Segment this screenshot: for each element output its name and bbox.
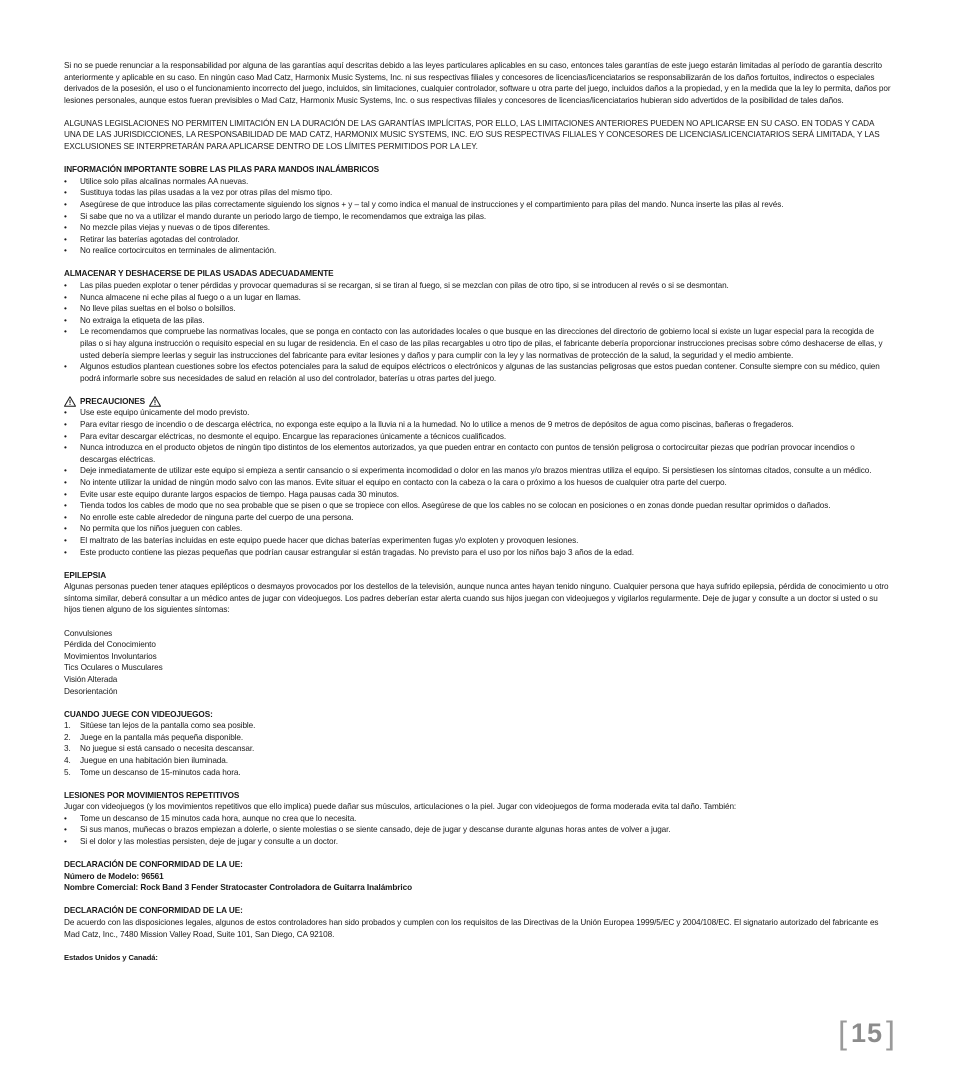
list-item-text: No extraiga la etiqueta de las pilas. (80, 315, 205, 325)
list-item (64, 465, 892, 477)
bullet-marker: • (64, 304, 67, 314)
list-item-text: No permita que los niños jueguen con cables. (80, 524, 243, 534)
eu-declaration-heading: DECLARACIÓN DE CONFORMIDAD DE LA UE: (64, 860, 243, 870)
list-item (64, 512, 892, 524)
list-item (64, 176, 892, 188)
list-item-text: Si sus manos, muñecas o brazos empiezan a dolerle, o siente molestias o se siente cansado, deje de jugar y descanse durante algunas horas antes de volver a jugar. (80, 825, 671, 835)
bullet-marker: • (64, 223, 67, 233)
list-item (64, 523, 892, 535)
bullet-marker: • (64, 315, 67, 325)
warning-triangle-icon (64, 396, 76, 407)
bullet-marker: • (64, 466, 67, 476)
list-item-text: Evite usar este equipo durante largos espacios de tiempo. Haga pausas cada 30 minutos. (80, 489, 400, 499)
bullet-marker: • (64, 431, 67, 441)
list-item-text: Asegúrese de que introduce las pilas correctamente siguiendo los signos + y – tal y como indica el manual de instrucciones y el compartimiento para pilas del mando. Nunca inserte las pilas al revés. (80, 199, 784, 209)
list-item-text: Tome un descanso de 15 minutos cada hora, aunque no crea que lo necesita. (80, 813, 357, 823)
numbered-item (64, 720, 892, 732)
eu-compliance-text: De acuerdo con las disposiciones legales, algunos de estos controladores han sido probados y cumplen con los requisitos de las Directivas de la Unión Europea 1999/5/EC y 2004/108/EC. El signatario autorizado del fabricante es Mad Catz, Inc., 7480 Mission Valley Road, Suite 101, San Diego, CA 92108. (64, 918, 879, 939)
battery-disposal-section (64, 268, 892, 384)
list-item-text: Nunca introduzca en el producto objetos de ningún tipo distintos de los elementos autorizados, ya que pueden entrar en contacto con puntos de tensión peligrosa o cortocircuitar piezas que podrían provocar incendios o descargas eléctricas. (80, 443, 855, 464)
list-item (64, 824, 892, 836)
bullet-marker: • (64, 825, 67, 835)
list-item-text: Algunos estudios plantean cuestiones sobre los efectos potenciales para la salud de equipos eléctricos o electrónicos y algunas de las sustancias peligrosas que estos puedan contener. Consulte siempre con su médico, quien podrá informarle sobre sus necesidades de salud en relación al uso del controlador, baterías u otras partes del juego. (80, 362, 880, 383)
list-item-text: Este producto contiene las piezas pequeñas que podrían causar estrangular si están tragadas. No previsto para el uso por los niños bajo 3 años de la edad. (80, 547, 634, 557)
list-item (64, 292, 892, 304)
list-item-text: Use este equipo únicamente del modo previsto. (80, 408, 250, 418)
symptom-item: Tics Oculares o Musculares (64, 663, 163, 673)
numbered-item (64, 755, 892, 767)
numbered-item (64, 732, 892, 744)
bullet-marker: • (64, 292, 67, 302)
page-number (838, 1015, 896, 1051)
list-item-text: Retirar las baterías agotadas del controlador. (80, 234, 240, 244)
page-bracket-left: [ (838, 1015, 848, 1051)
bullet-marker: • (64, 501, 67, 511)
list-item-text: Si sabe que no va a utilizar el mando durante un periodo largo de tiempo, le recomendamos que extraiga las pilas. (80, 211, 487, 221)
item-number: 3. (64, 744, 71, 754)
precautions-section (64, 396, 892, 558)
bullet-marker: • (64, 188, 67, 198)
numbered-item-text: Sitúese tan lejos de la pantalla como sea posible. (80, 721, 256, 731)
eu-declaration-compliance-section (64, 905, 892, 940)
list-item (64, 431, 892, 443)
numbered-item-text: Juegue en una habitación bien iluminada. (80, 755, 228, 765)
precautions-list (64, 407, 892, 558)
bullet-marker: • (64, 489, 67, 499)
eu-declaration-model-section (64, 859, 892, 894)
list-item (64, 199, 892, 211)
bullet-marker: • (64, 535, 67, 545)
list-item (64, 222, 892, 234)
epilepsy-text: Algunas personas pueden tener ataques epilépticos o desmayos provocados por los destellos de la televisión, aunque nunca antes hayan tenido ninguno. Cualquier persona que haya sufrido epilepsia, pérdida de conocimiento u otro síntoma similar, deberá consultar a un médico antes de jugar con videojuegos. Los padres deberían estar alerta cuando sus hijos juegan con videojuegos y vigilarlos regularmente. Deje de jugar y consulte a un doctor si usted o su hijos tienen alguno de los siguientes síntomas: (64, 582, 889, 615)
list-item-text: Deje inmediatamente de utilizar este equipo si empieza a sentir cansancio o si experimenta incomodidad o dolor en las manos y/o brazos mientras utiliza el equipo. Si persistiesen los síntomas citados, consulte a un médico. (80, 466, 872, 476)
bullet-marker: • (64, 837, 67, 847)
numbered-item (64, 743, 892, 755)
warranty-paragraph: Si no se puede renunciar a la responsabilidad por alguna de las garantías aquí descritas debido a las leyes particulares aplicables en su caso, entonces tales garantías de este juego estarán limitadas al período de garantía descrito anteriormente y aplicable en su caso. En ningún caso Mad Catz, Harmonix Music Systems, Inc. ni sus respectivas filiales y concesores de licencias/licenciatarios se responsabilizarán de los daños fortuitos, indirectos o especiales derivados de la posesión, el uso o el funcionamiento incorrecto del juego, incluidos, sin limitaciones, cualquier controlador, software u otra parte del juego, incluidos daños a la propiedad, y en la medida que la ley lo permita, daños por lesiones personales, aunque estos fueran previsibles o Mad Catz, Harmonix Music Systems, Inc. o sus respectivas filiales y concesores de licencias/licenciatarios hubieran sido advertidos de la posibilidad de tales daños. (64, 61, 891, 105)
symptom-item: Visión Alterada (64, 674, 118, 684)
list-item (64, 245, 892, 257)
symptom-item: Movimientos Involuntarios (64, 651, 157, 661)
list-item-text: El maltrato de las baterías incluidas en este equipo puede hacer que dichas baterías experimenten fugas y/o exploten y provoquen lesiones. (80, 535, 579, 545)
list-item (64, 500, 892, 512)
repetitive-injury-list (64, 813, 892, 848)
battery-info-heading: INFORMACIÓN IMPORTANTE SOBRE LAS PILAS PARA MANDOS INALÁMBRICOS (64, 165, 380, 175)
list-item-text: Le recomendamos que compruebe las normativas locales, que se ponga en contacto con las autoridades locales o que busque en las direcciones del directorio de gobierno local si existe un lugar especial para la recogida de pilas o si hay alguna instrucción o requisito especial en su lugar de residencia. En el caso de las pilas recargables u otro tipo de pilas, el fabricante debería proporcionar instrucciones precisas sobre cómo deshacerse de ellas, y usted debería siempre leerlas y seguir las instrucciones del fabricante para evitar lesiones y daños y para cumplir con la ley y las normativas de protección de la salud, la seguridad y el medio ambiente. (80, 327, 883, 360)
model-number: Número de Modelo: 96561 (64, 871, 164, 881)
list-item-text: Para evitar descargar eléctricas, no desmonte el equipo. Encargue las reparaciones únicamente a técnicos cualificados. (80, 431, 507, 441)
repetitive-injury-section (64, 790, 892, 848)
list-item-text: No realice cortocircuitos en terminales de alimentación. (80, 246, 277, 256)
bullet-marker: • (64, 478, 67, 487)
bullet-marker: • (64, 524, 67, 534)
when-playing-section (64, 709, 892, 779)
list-item-text: Las pilas pueden explotar o tener pérdidas y provocar quemaduras si se recargan, si se tiran al fuego, si se mezclan con pilas de otro tipo, si se introducen al revés o si se desmontan. (80, 281, 729, 290)
list-item (64, 326, 892, 361)
bullet-marker: • (64, 246, 67, 256)
bullet-marker: • (64, 199, 67, 209)
item-number: 4. (64, 755, 71, 765)
list-item (64, 836, 892, 848)
list-item (64, 419, 892, 431)
item-number: 2. (64, 732, 71, 742)
when-playing-list (64, 720, 892, 778)
list-item (64, 477, 892, 489)
bullet-marker: • (64, 420, 67, 430)
bullet-marker: • (64, 327, 67, 337)
bullet-marker: • (64, 408, 67, 418)
list-item (64, 407, 892, 419)
battery-info-list (64, 176, 892, 257)
list-item-text: No lleve pilas sueltas en el bolso o bolsillos. (80, 304, 236, 314)
list-item (64, 303, 892, 315)
symptom-item: Desorientación (64, 686, 118, 696)
list-item (64, 547, 892, 559)
list-item (64, 361, 892, 384)
list-item (64, 315, 892, 327)
item-number: 1. (64, 721, 71, 731)
list-item (64, 489, 892, 501)
epilepsy-heading: EPILEPSIA (64, 570, 107, 580)
region-heading: Estados Unidos y Canadá: (64, 952, 158, 962)
document-body (64, 60, 892, 963)
trade-name: Nombre Comercial: Rock Band 3 Fender Stratocaster Controladora de Guitarra Inalámbrico (64, 883, 413, 893)
repetitive-injury-heading: LESIONES POR MOVIMIENTOS REPETITIVOS (64, 790, 240, 800)
list-item (64, 234, 892, 246)
list-item-text: Utilice solo pilas alcalinas normales AA nuevas. (80, 176, 249, 186)
bullet-marker: • (64, 512, 67, 522)
list-item-text: No enrolle este cable alrededor de ninguna parte del cuerpo de una persona. (80, 512, 354, 522)
bullet-marker: • (64, 211, 67, 221)
item-number: 5. (64, 767, 71, 777)
epilepsy-section (64, 570, 892, 697)
page-bracket-right: ] (886, 1015, 896, 1051)
bullet-marker: • (64, 281, 67, 290)
battery-disposal-list (64, 280, 892, 384)
list-item (64, 280, 892, 292)
numbered-item (64, 767, 892, 779)
bullet-marker: • (64, 234, 67, 244)
list-item-text: Si el dolor y las molestias persisten, deje de jugar y consulte a un doctor. (80, 837, 338, 847)
bullet-marker: • (64, 547, 67, 557)
bullet-marker: • (64, 813, 67, 823)
list-item (64, 813, 892, 825)
list-item (64, 187, 892, 199)
precautions-heading: PRECAUCIONES (80, 396, 146, 406)
battery-disposal-heading: ALMACENAR Y DESHACERSE DE PILAS USADAS ADECUADAMENTE (64, 269, 334, 279)
legal-limitations-paragraph: ALGUNAS LEGISLACIONES NO PERMITEN LIMITACIÓN EN LA DURACIÓN DE LAS GARANTÍAS IMPLÍCITAS, POR ELLO, LAS LIMITACIONES ANTERIORES PUEDEN NO APLICARSE EN SU CASO. EN TODAS Y CADA UNA DE LAS JURISDICCIONES, LA RESPONSABILIDAD DE MAD CATZ, HARMONIX MUSIC SYSTEMS, INC. E/O SUS RESPECTIVAS FILIALES Y CONCESORES DE LICENCIAS/LICENCIATARIOS SERÁ LIMITADA, Y LAS EXCLUSIONES SE INTERPRETARÁN PARA APLICARSE DENTRO DE LOS LÍMITES PERMITIDOS POR LA LEY. (64, 118, 880, 152)
numbered-item-text: Juege en la pantalla más pequeña disponible. (80, 732, 244, 742)
symptom-item: Convulsiones (64, 628, 113, 638)
list-item-text: Para evitar riesgo de incendio o de descarga eléctrica, no exponga este equipo a la lluvia ni a la humedad. No lo utilice a menos de 9 metros de depósitos de agua como piscinas, bañeras o fregaderos. (80, 420, 794, 430)
list-item (64, 211, 892, 223)
battery-info-section (64, 164, 892, 257)
bullet-marker: • (64, 443, 67, 453)
list-item-text: Nunca almacene ni eche pilas al fuego o a un lugar en llamas. (80, 292, 301, 302)
list-item (64, 442, 892, 465)
symptom-list (64, 628, 892, 698)
list-item-text: Sustituya todas las pilas usadas a la vez por otras pilas del mismo tipo. (80, 188, 333, 198)
numbered-item-text: No juegue si está cansado o necesita descansar. (80, 744, 255, 754)
numbered-item-text: Tome un descanso de 15-minutos cada hora. (80, 767, 241, 777)
repetitive-injury-text: Jugar con videojuegos (y los movimientos repetitivos que ello implica) puede dañar sus músculos, articulaciones o la piel. Jugar con videojuegos de forma moderada evita tal daño. También: (64, 802, 737, 812)
when-playing-heading: CUANDO JUEGE CON VIDEOJUEGOS: (64, 709, 213, 719)
list-item-text: Tienda todos los cables de modo que no sea probable que se pisen o que se tropiece con ellos. Asegúrese de que los cables no se colocan en posiciones o en zonas donde puedan resultar oprimidos o dañados. (80, 501, 831, 511)
bullet-marker: • (64, 176, 67, 186)
page-number-value: 15 (850, 1017, 884, 1048)
list-item (64, 535, 892, 547)
symptom-item: Pérdida del Conocimiento (64, 640, 156, 650)
warning-triangle-icon (149, 396, 161, 407)
list-item-text: No intente utilizar la unidad de ningún modo salvo con las manos. Evite situar el equipo en contacto con la cabeza o la cara o próximo a los huesos de cualquier otra parte del cuerpo. (80, 478, 727, 487)
list-item-text: No mezcle pilas viejas y nuevas o de tipos diferentes. (80, 223, 271, 233)
precautions-heading-row (64, 396, 892, 408)
eu-declaration-heading: DECLARACIÓN DE CONFORMIDAD DE LA UE: (64, 906, 243, 916)
bullet-marker: • (64, 362, 67, 372)
